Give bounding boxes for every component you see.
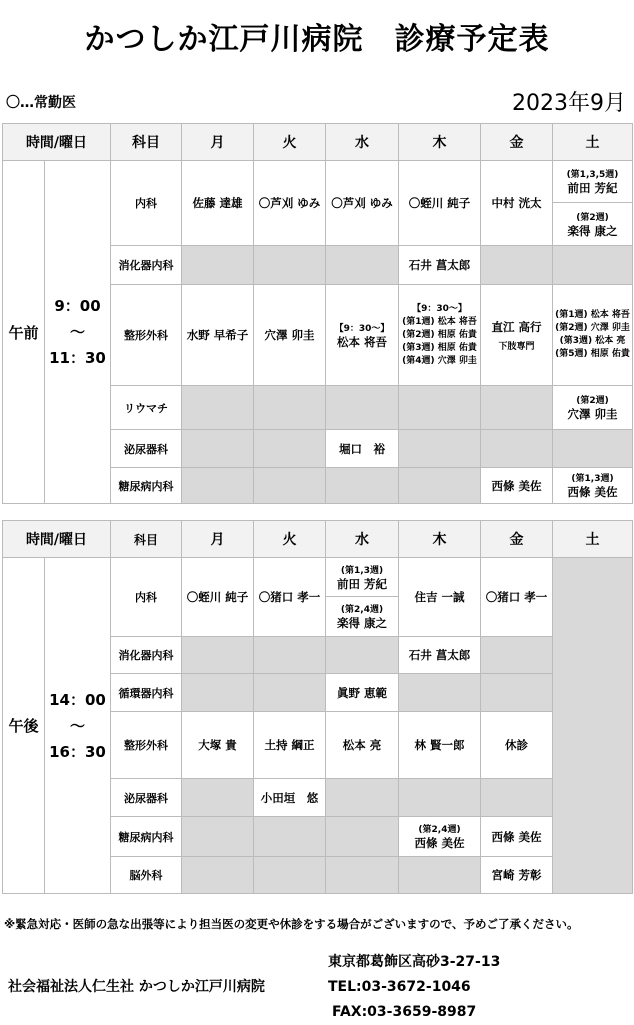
subject-header: 科目: [111, 124, 182, 161]
doctor-name: 楽得 康之: [336, 616, 387, 630]
doctor-cell: [481, 285, 553, 386]
rotation-line: (第2週) 相原 佑貴: [402, 329, 477, 340]
schedule-month: 2023年9月: [512, 91, 626, 116]
day-tue-header: 火: [254, 124, 326, 161]
empty-cell: [326, 468, 399, 504]
empty-cell: [481, 674, 553, 712]
time-note: 【9：30～】: [334, 323, 390, 334]
doctor-cell: 松本 亮: [326, 712, 399, 779]
rotation-line: (第1週) 松本 将吾: [402, 316, 477, 327]
subject-uro: 泌尿器科: [111, 779, 182, 817]
doctor-cell: 林 賢一郎: [399, 712, 481, 779]
footer-note: ※緊急対応・医師の急な出張等により担当医の変更や休診をする場合がございますので、予めご了承ください。: [4, 917, 579, 931]
doctor-cell: 〇蛭川 純子: [182, 558, 254, 637]
subject-gastro: 消化器内科: [111, 637, 182, 674]
empty-cell: [326, 637, 399, 674]
subject-diab: 糖尿病内科: [111, 817, 182, 857]
empty-cell: [182, 386, 254, 430]
time-note: 【9：30～】: [412, 303, 467, 314]
time-end: 16：30: [49, 742, 106, 761]
time-start: 9：00: [54, 297, 101, 315]
doctor-cell: 穴澤 卯圭: [254, 285, 326, 386]
doctor-cell: 〇猪口 孝一: [254, 558, 326, 637]
contact-block: [328, 950, 500, 1025]
doctor-name: 西條 美佐: [414, 836, 465, 850]
time-tilde: ～: [69, 323, 85, 341]
day-fri-header: 金: [481, 124, 553, 161]
empty-cell-sat: [553, 558, 633, 894]
doctor-cell: 佐藤 達雄: [182, 161, 254, 246]
doctor-cell: 土持 綱正: [254, 712, 326, 779]
week-note: (第2週): [576, 396, 609, 406]
subject-ortho: 整形外科: [111, 712, 182, 779]
time-end: 11：30: [49, 349, 106, 367]
empty-cell: [553, 246, 633, 285]
subject-cardio: 循環器内科: [111, 674, 182, 712]
subject-header: 科目: [111, 521, 182, 558]
subject-gastro: 消化器内科: [111, 246, 182, 285]
empty-cell: [481, 246, 553, 285]
telephone: TEL:03-3672-1046: [328, 979, 471, 995]
time-range-am: [45, 161, 111, 504]
day-sat-header: 土: [553, 521, 633, 558]
empty-cell: [326, 386, 399, 430]
empty-cell: [326, 817, 399, 857]
doctor-name: 楽得 康之: [567, 223, 618, 238]
empty-cell: [182, 246, 254, 285]
doctor-cell: 石井 菖太郎: [399, 637, 481, 674]
subject-rheum: リウマチ: [111, 386, 182, 430]
empty-cell: [254, 674, 326, 712]
period-am: 午前: [3, 161, 45, 504]
empty-cell: [254, 817, 326, 857]
day-wed-header: 水: [326, 124, 399, 161]
subject-diab: 糖尿病内科: [111, 468, 182, 504]
day-fri-header: 金: [481, 521, 553, 558]
table-header-row: [3, 124, 633, 161]
doctor-name: 前田 芳紀: [567, 181, 618, 195]
subject-ortho: 整形外科: [111, 285, 182, 386]
doctor-cell: 西條 美佐: [481, 468, 553, 504]
empty-cell: [254, 637, 326, 674]
doctor-name: 西條 美佐: [567, 485, 618, 499]
time-day-header: 時間/曜日: [3, 521, 111, 558]
empty-cell: [182, 637, 254, 674]
empty-cell: [399, 468, 481, 504]
empty-cell: [399, 386, 481, 430]
time-tilde: ～: [69, 716, 85, 735]
doctor-cell: 〇芦刈 ゆみ: [254, 161, 326, 246]
doctor-name: 直江 高行: [491, 319, 542, 334]
empty-cell: [399, 674, 481, 712]
doctor-cell: 大塚 貴: [182, 712, 254, 779]
empty-cell: [326, 779, 399, 817]
empty-cell: [553, 430, 633, 468]
doctor-cell: [399, 817, 481, 857]
time-day-header: 時間/曜日: [3, 124, 111, 161]
doctor-cell: 石井 菖太郎: [399, 246, 481, 285]
doctor-cell: 眞野 恵範: [326, 674, 399, 712]
doctor-cell-wed: [326, 558, 399, 637]
rotation-line: (第5週) 相原 佑貴: [555, 349, 630, 359]
week-note: (第2,4週): [418, 825, 461, 835]
week-note: (第2,4週): [340, 605, 384, 615]
morning-schedule-table: [2, 123, 633, 504]
doctor-cell: 水野 早希子: [182, 285, 254, 386]
day-sat-header: 土: [553, 124, 633, 161]
rotation-line: (第2週) 穴澤 卯圭: [555, 323, 630, 333]
empty-cell: [182, 430, 254, 468]
doctor-cell: 宮崎 芳彰: [481, 857, 553, 894]
rotation-line: (第1週) 松本 将吾: [555, 310, 630, 320]
rotation-line: (第4週) 穴澤 卯圭: [402, 355, 477, 366]
doctor-cell: [553, 285, 633, 386]
page-title: かつしか江戸川病院 診療予定表: [84, 22, 550, 57]
doctor-cell: 中村 洸太: [481, 161, 553, 246]
empty-cell: [182, 779, 254, 817]
week-note: (第1,3週): [340, 565, 384, 576]
empty-cell: [182, 468, 254, 504]
doctor-cell: 休診: [481, 712, 553, 779]
table-row: [3, 161, 633, 246]
empty-cell: [254, 246, 326, 285]
table-header-row: [3, 521, 633, 558]
day-thu-header: 木: [399, 521, 481, 558]
empty-cell: [254, 468, 326, 504]
specialty-note: 下肢専門: [498, 341, 535, 352]
doctor-name: 穴澤 卯圭: [567, 407, 618, 421]
subject-neuro: 脳外科: [111, 857, 182, 894]
week-note: (第2週): [576, 212, 609, 223]
empty-cell: [399, 857, 481, 894]
empty-cell: [182, 817, 254, 857]
doctor-cell: [553, 386, 633, 430]
time-start: 14：00: [49, 690, 106, 709]
doctor-cell: 小田垣 悠: [254, 779, 326, 817]
empty-cell: [481, 637, 553, 674]
day-mon-header: 月: [182, 521, 254, 558]
afternoon-schedule-table: [2, 520, 633, 894]
doctor-cell: [326, 285, 399, 386]
empty-cell: [481, 386, 553, 430]
doctor-name: 前田 芳紀: [336, 576, 387, 591]
rotation-line: (第3週) 相原 佑貴: [402, 342, 477, 353]
empty-cell: [481, 779, 553, 817]
subject-internal: 内科: [111, 558, 182, 637]
doctor-cell: [553, 468, 633, 504]
address: 東京都葛飾区高砂3-27-13: [328, 954, 501, 970]
week-note: (第1,3週): [571, 474, 614, 484]
empty-cell: [254, 386, 326, 430]
week-note: (第1,3,5週): [566, 170, 619, 180]
fax: FAX:03-3659-8987: [332, 1004, 477, 1020]
doctor-cell: 西條 美佐: [481, 817, 553, 857]
organization-name: 社会福祉法人仁生社 かつしか江戸川病院: [8, 979, 265, 995]
doctor-cell: 堀口 裕: [326, 430, 399, 468]
day-tue-header: 火: [254, 521, 326, 558]
doctor-cell: 〇蛭川 純子: [399, 161, 481, 246]
day-mon-header: 月: [182, 124, 254, 161]
doctor-cell: 住吉 一誠: [399, 558, 481, 637]
day-wed-header: 水: [326, 521, 399, 558]
legend-fulltime: 〇…常勤医: [6, 95, 76, 111]
empty-cell: [326, 857, 399, 894]
empty-cell: [254, 857, 326, 894]
doctor-cell: [399, 285, 481, 386]
doctor-cell: 〇猪口 孝一: [481, 558, 553, 637]
table-row: [3, 558, 633, 637]
doctor-cell-sat: [553, 161, 633, 246]
doctor-cell: 〇芦刈 ゆみ: [326, 161, 399, 246]
doctor-name: 松本 将吾: [336, 334, 387, 349]
empty-cell: [326, 246, 399, 285]
day-thu-header: 木: [399, 124, 481, 161]
empty-cell: [254, 430, 326, 468]
subject-uro: 泌尿器科: [111, 430, 182, 468]
rotation-line: (第3週) 松本 亮: [559, 336, 626, 346]
period-pm: 午後: [3, 558, 45, 894]
time-range-pm: [45, 558, 111, 894]
subject-internal: 内科: [111, 161, 182, 246]
empty-cell: [399, 779, 481, 817]
empty-cell: [399, 430, 481, 468]
empty-cell: [481, 430, 553, 468]
empty-cell: [182, 674, 254, 712]
empty-cell: [182, 857, 254, 894]
